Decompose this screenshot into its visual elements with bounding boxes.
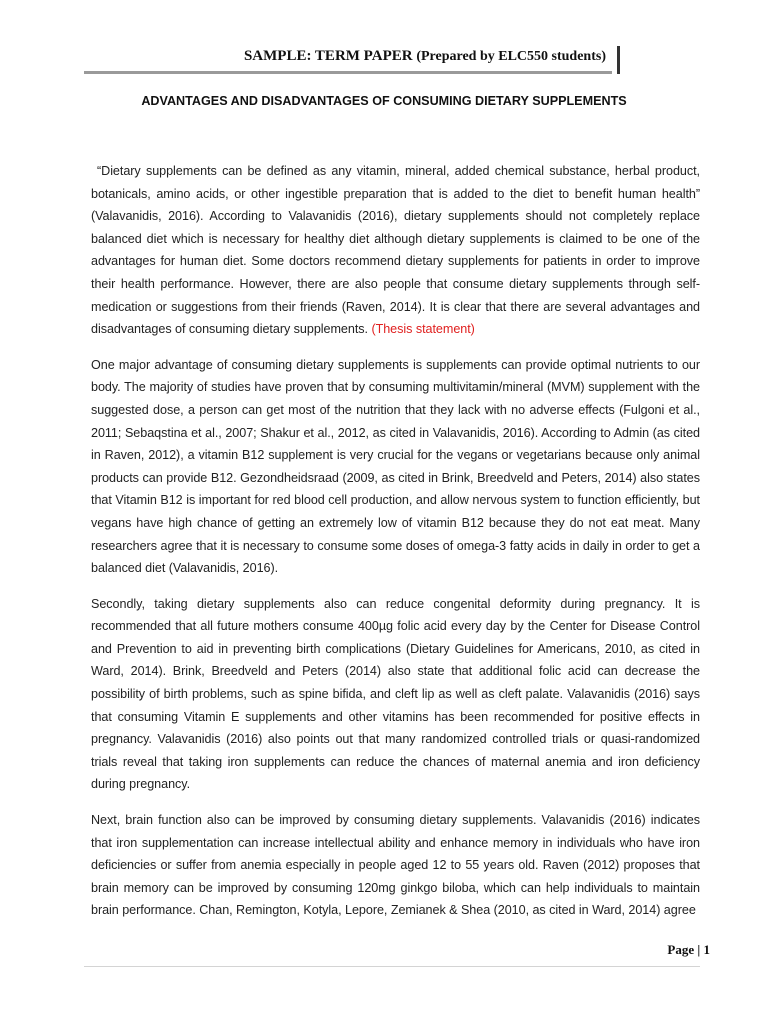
- footer-rule: [84, 966, 700, 967]
- paragraph-text: One major advantage of consuming dietary supplements is supplements can provide optimal nutrients to our body. The majority of studies have proven that by consuming multivitamin/mineral (MVM) supplement with the suggested dose, a person can get most of the nutrition that they lack with no adverse effects (Fulgoni et al., 2011; Sebaqstina et al., 2007; Shakur et al., 2012, as cited in Valavanidis, 2016). According to Admin (as cited in Raven, 2012), a vitamin B12 supplement is very crucial for the vegans or vegetarians because only animal products can provide B12. Gezondheidsraad (2009, as cited in Brink, Breedveld and Peters, 2014) also states that Vitamin B12 is important for red blood cell production, and allow nervous system to function efficiently, but vegans have high chance of getting an extremely low of vitamin B12 because they do not eat meat. Many researchers agree that it is necessary to consume some doses of omega-3 fatty acids in daily in order to get a balanced diet (Valavanidis, 2016).: [91, 357, 700, 576]
- header-note: (Prepared by ELC550 students): [416, 49, 606, 64]
- page-number: Page | 1: [667, 942, 710, 957]
- header-bar: [617, 46, 620, 74]
- paragraph-body: [91, 354, 700, 580]
- paragraph-text: “Dietary supplements can be defined as any vitamin, mineral, added chemical substance, herbal product, botanicals, amino acids, or other ingestible preparation that is added to the diet to benefit human health” (Valavanidis, 2016). According to Valavanidis (2016), dietary supplements should not completely replace balanced diet which is necessary for healthy diet although dietary supplements is claimed to be one of the advantages for human diet. Some doctors recommend dietary supplements for patients in order to improve their health performance. However, there are also people that consume dietary supplements through self-medication or suggestions from their friends (Raven, 2014). It is clear that there are several advantages and disadvantages of consuming dietary supplements.: [91, 164, 700, 337]
- paper-body: [91, 160, 700, 935]
- header-label: SAMPLE: TERM PAPER: [243, 48, 413, 64]
- paragraph-text: Secondly, taking dietary supplements also can reduce congenital deformity during pregnancy. It is recommended that all future mothers consume 400µg folic acid every day by the Center for Disease Control and Prevention to aid in preventing birth complications (Dietary Guidelines for Americans, 2010, as cited in Ward, 2014). Brink, Breedveld and Peters (2014) also state that additional folic acid can decrease the possibility of birth problems, such as spine bifida, and cleft lip as well as cleft palate. Valavanidis (2016) says that consuming Vitamin E supplements and other vitamins has been recommended for positive effects in pregnancy. Valavanidis (2016) also points out that many randomized controlled trials or quasi-randomized trials reveal that taking iron supplements can reduce the chances of maternal anemia and iron deficiency during pregnancy.: [91, 596, 700, 792]
- header-text: [244, 48, 606, 65]
- thesis-statement-note: (Thesis statement): [371, 322, 475, 337]
- paragraph-body: [91, 809, 700, 922]
- page-header: [84, 46, 620, 74]
- paragraph-intro: [91, 160, 700, 341]
- paragraph-body: [91, 593, 700, 796]
- paper-title: ADVANTAGES AND DISADVANTAGES OF CONSUMING DIETARY SUPPLEMENTS: [141, 94, 627, 108]
- paragraph-text: Next, brain function also can be improved by consuming dietary supplements. Valavanidis (2016) indicates that iron supplementation can increase intellectual ability and enhance memory in individuals who have iron deficiencies or suffer from anemia especially in people aged 12 to 55 years old. Raven (2012) proposes that brain memory can be improved by consuming 120mg ginkgo biloba, which can help individuals to maintain brain performance. Chan, Remington, Kotyla, Lepore, Zemianek & Shea (2010, as cited in Ward, 2014) agree: [91, 813, 700, 918]
- header-rule: [84, 71, 612, 74]
